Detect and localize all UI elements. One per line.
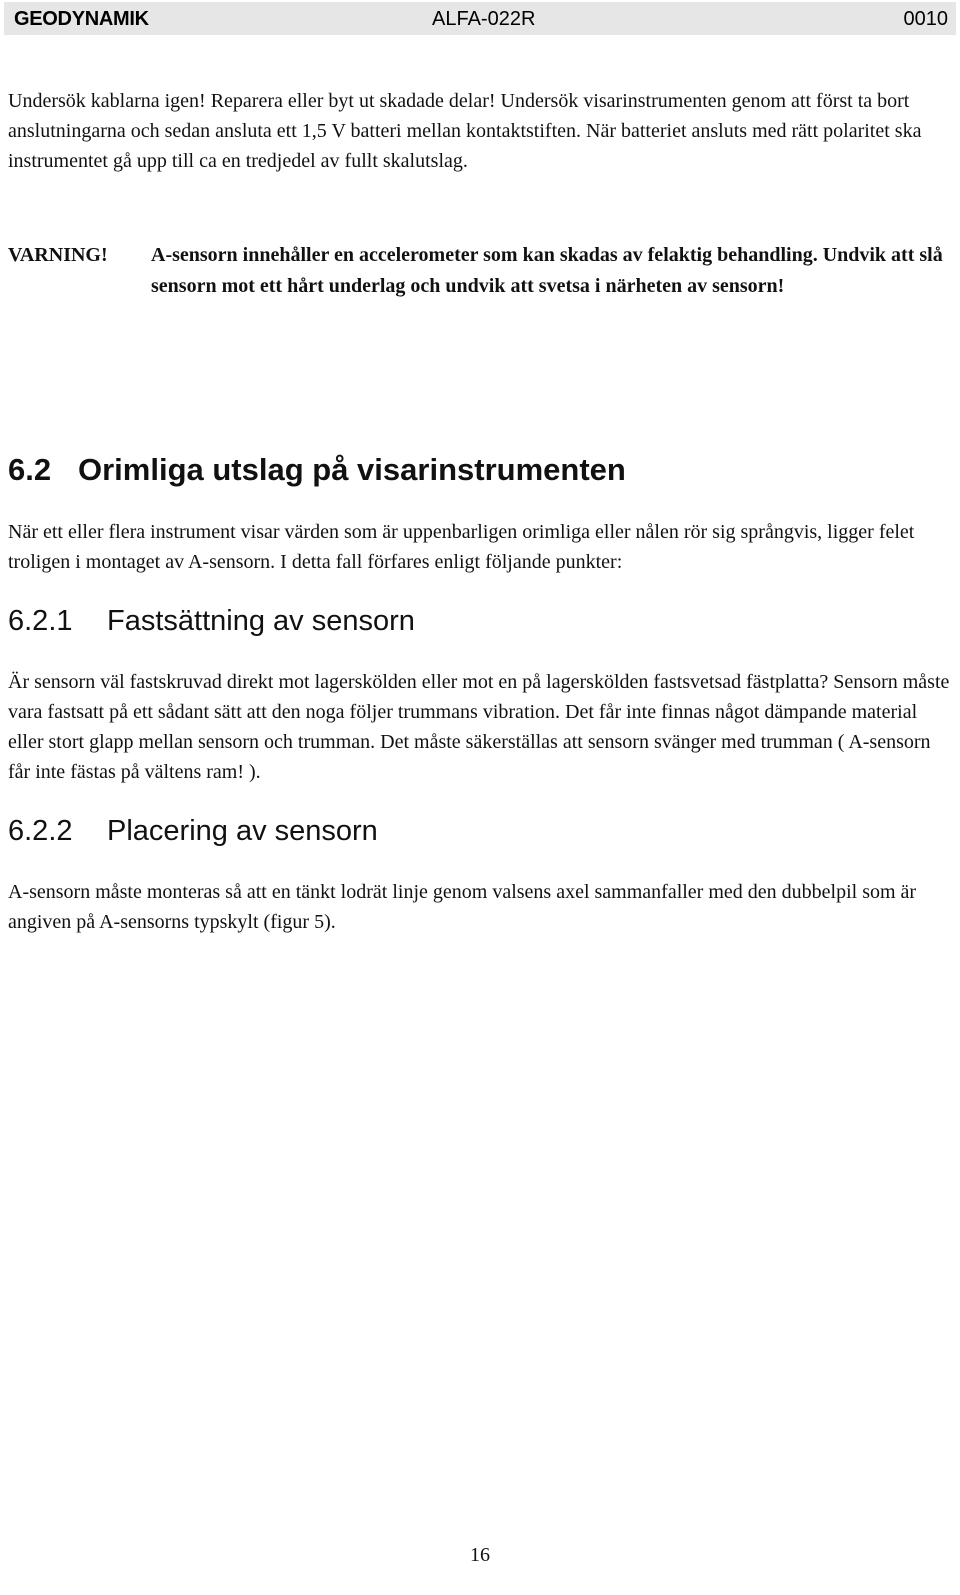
warning-text: A-sensorn innehåller en accelerometer som kan skadas av felaktig behandling. Undvik att slå sensorn mot ett hårt underlag och undvik att svetsa i närheten av sensorn! (151, 244, 943, 297)
section-body-6-2: När ett eller flera instrument visar värden som är uppenbarligen orimliga eller nålen rör sig språngvis, ligger felet troligen i montaget av A-sensorn. I detta fall förfares enligt följande punkter: (8, 521, 915, 573)
intro-paragraph: Undersök kablarna igen! Reparera eller byt ut skadade delar! Undersök visarinstrumenten genom att först ta bort anslutningarna och sedan ansluta ett 1,5 V batteri mellan kontaktstiften. När batteriet ansluts med rätt polaritet ska instrumentet gå upp till ca en tredjedel av fullt skalutslag. (8, 90, 922, 172)
section-heading-6-2 (8, 452, 626, 488)
section-number: 6.2.1 (8, 605, 73, 637)
page-number: 16 (470, 1544, 490, 1566)
section-body-6-2-2: A-sensorn måste monteras så att en tänkt lodrät linje genom valsens axel sammanfaller med den dubbelpil som är angiven på A-sensorns typskylt (figur 5). (8, 881, 917, 933)
header-company: GEODYNAMIK (14, 8, 149, 30)
section-title: Orimliga utslag på visarinstrumenten (78, 452, 626, 487)
section-number: 6.2 (8, 452, 52, 487)
page-header (4, 2, 956, 35)
header-document-code: ALFA-022R (432, 8, 536, 30)
section-number: 6.2.2 (8, 815, 73, 847)
section-title: Fastsättning av sensorn (107, 605, 415, 637)
section-heading-6-2-1 (8, 605, 415, 638)
section-body-6-2-1: Är sensorn väl fastskruvad direkt mot lagerskölden eller mot en på lagerskölden fastsvetsad fästplatta? Sensorn måste vara fastsatt på ett sådant sätt att den noga följer trummans vibration. Det får inte finnas något dämpande material eller stort glapp mellan sensorn och trumman. Det måste säkerställas att sensorn svänger med trumman ( A-sensorn får inte fästas på vältens ram! ). (8, 671, 950, 783)
section-title: Placering av sensorn (107, 815, 378, 847)
warning-label: VARNING! (8, 244, 108, 266)
header-document-number: 0010 (903, 8, 948, 30)
section-heading-6-2-2 (8, 815, 378, 848)
